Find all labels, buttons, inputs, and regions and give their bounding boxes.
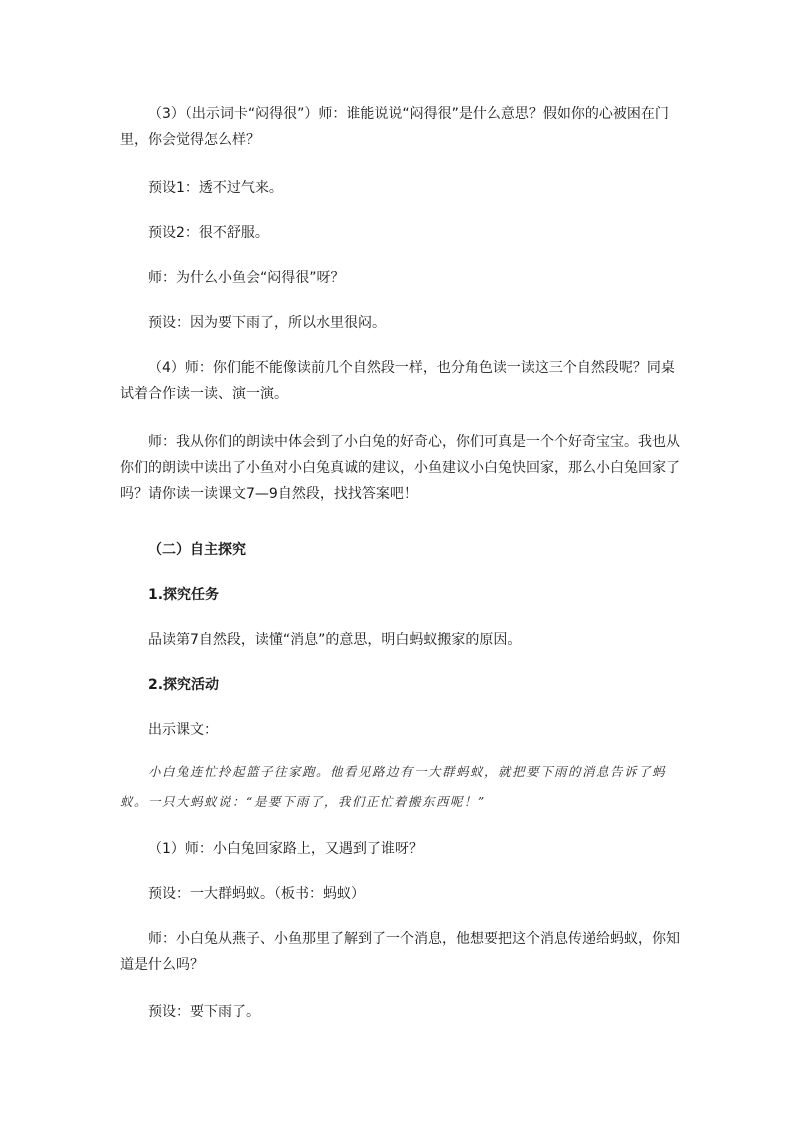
paragraph-8: 品读第7自然段，读懂“消息”的意思，明白蚂蚁搬家的原因。 xyxy=(148,632,522,648)
paragraph-12: 师：小白兔从燕子、小鱼那里了解到了一个消息，他想要把这个消息传递给蚂蚁，你知道是什么吗？ xyxy=(120,931,680,973)
paragraph-3: 预设2：很不舒服。 xyxy=(148,225,269,241)
subheading-task: 1.探究任务 xyxy=(148,587,220,603)
paragraph-6: （4）师：你们能不能像读前几个自然段一样，也分角色读一读这三个自然段呢？同桌试着合作读一读、演一演。 xyxy=(120,360,675,402)
paragraph-9: 出示课文： xyxy=(148,722,218,738)
paragraph-13: 预设：要下雨了。 xyxy=(148,1004,260,1020)
paragraph-1: （3）（出示词卡“闷得很”）师：谁能说说“闷得很”是什么意思？假如你的心被困在门里，你会觉得怎么样？ xyxy=(120,106,669,148)
paragraph-5: 预设：因为要下雨了，所以水里很闷。 xyxy=(148,315,386,331)
text-excerpt: 小白兔连忙拎起篮子往家跑。他看见路边有一大群蚂蚁，就把要下雨的消息告诉了蚂蚁。一只大蚂蚁说：“是要下雨了，我们正忙着搬东西呢！” xyxy=(120,764,667,809)
section-heading: （二）自主探究 xyxy=(148,542,246,558)
paragraph-4: 师：为什么小鱼会“闷得很”呀？ xyxy=(148,270,345,286)
paragraph-7: 师：我从你们的朗读中体会到了小白兔的好奇心，你们可真是一个个好奇宝宝。我也从你们的朗读中读出了小鱼对小白兔真诚的建议，小鱼建议小白兔快回家，那么小白兔回家了吗？请你读一读课文7—9自然段，找找答案吧！ xyxy=(120,434,680,502)
subheading-activity: 2.探究活动 xyxy=(148,677,220,693)
paragraph-11: 预设：一大群蚂蚁。（板书：蚂蚁） xyxy=(148,886,365,902)
paragraph-10: （1）师：小白兔回家路上，又遇到了谁呀？ xyxy=(148,841,423,857)
paragraph-2: 预设1：透不过气来。 xyxy=(148,180,283,196)
